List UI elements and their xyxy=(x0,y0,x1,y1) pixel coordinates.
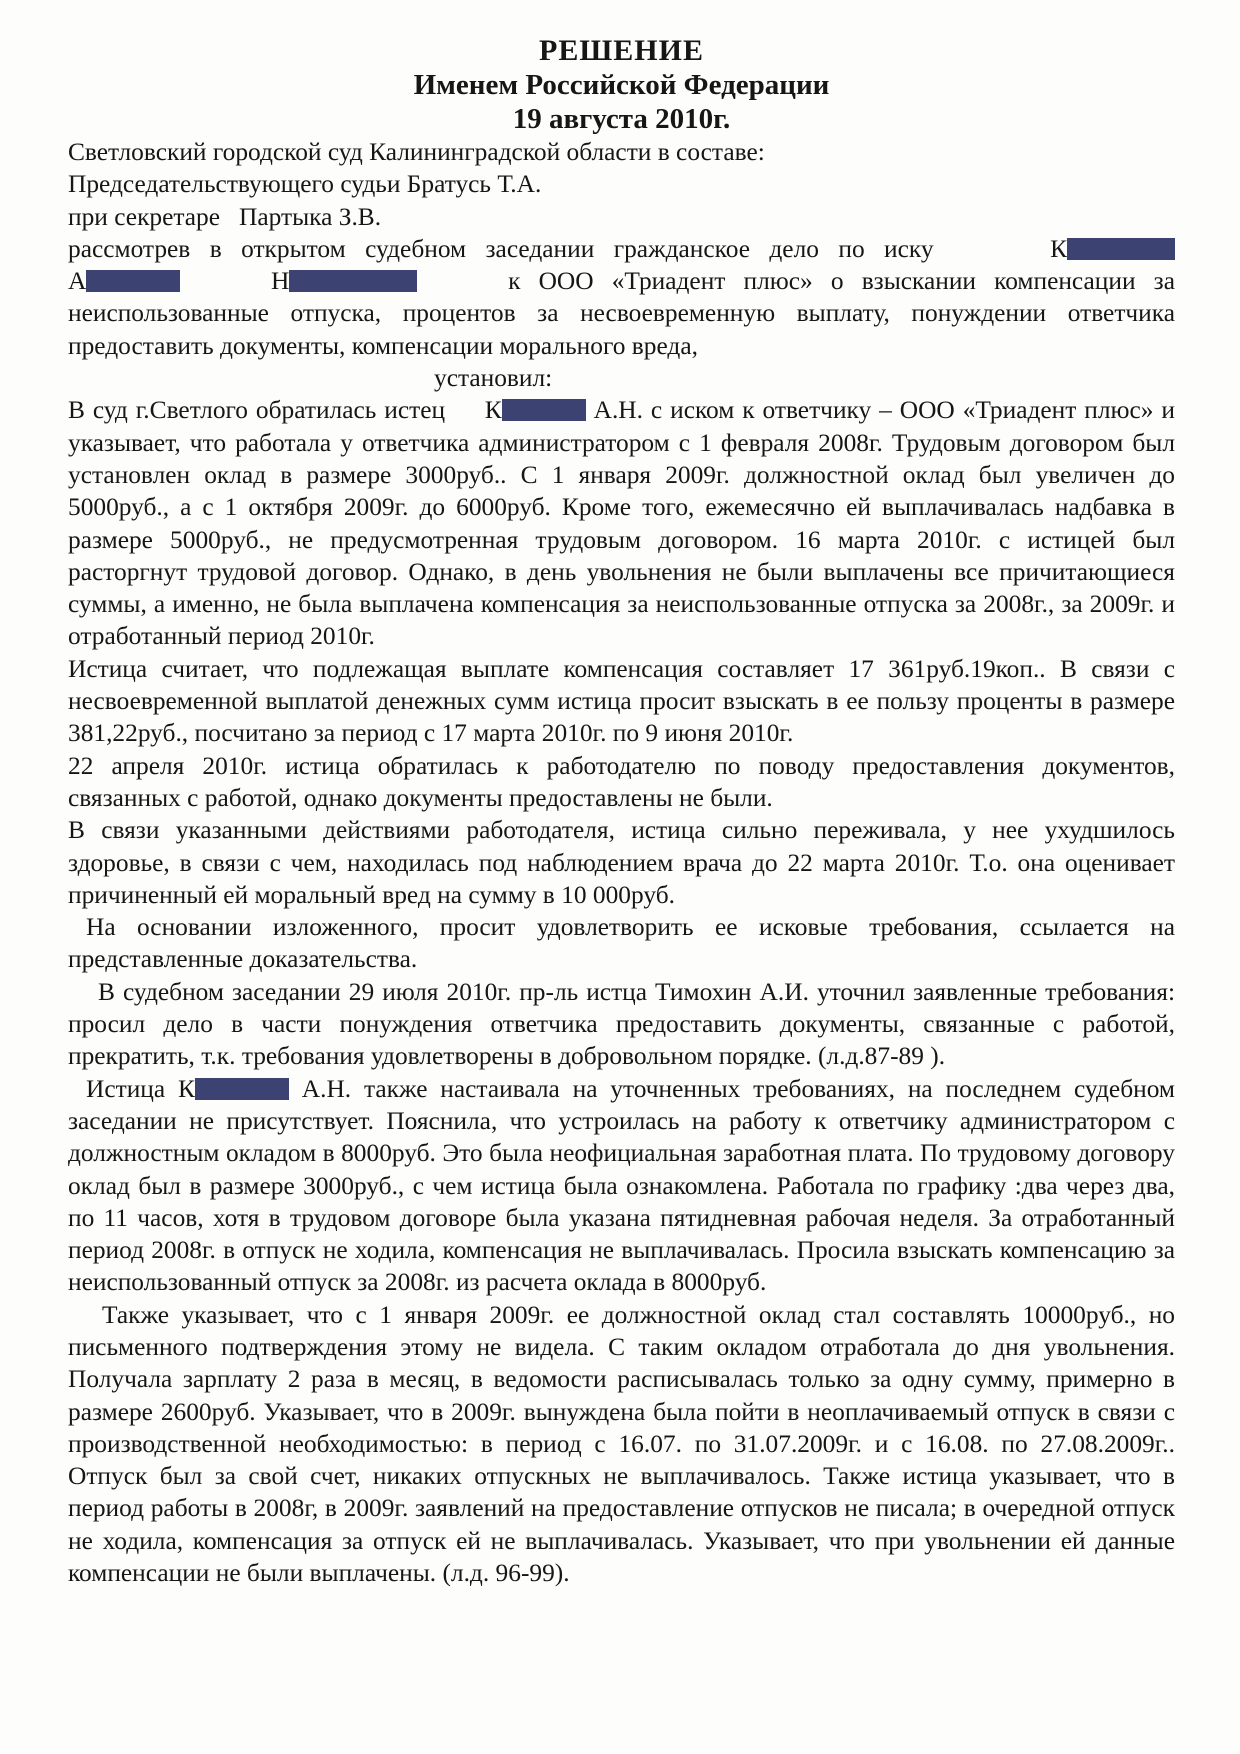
presiding-judge: Председательствующего судьи Братусь Т.А. xyxy=(68,170,542,199)
document-date: 19 августа 2010г. xyxy=(512,103,731,135)
paragraph-compensation: Истица считает, что подлежащая выплате компенсация составляет 17 361руб.19коп.. В связи с несвоевременной выплатой денежных сумм истица просит взыскать в ее пользу проценты в размере 381,22руб., посчитано за период с 17 марта 2010г. по 9 июня 2010г. xyxy=(68,654,1175,748)
paragraph-claim xyxy=(68,394,1175,652)
court-composition: Светловский городской суд Калининградской области в составе: xyxy=(68,138,765,166)
statement-text-start: Истица К xyxy=(86,1074,195,1103)
case-text-start: рассмотрев в открытом судебном заседании гражданское дело по иску xyxy=(68,234,934,263)
redacted-plaintiff-name-3 xyxy=(195,1078,289,1100)
document-heading xyxy=(68,34,1175,136)
document-title: РЕШЕНИЕ xyxy=(539,34,704,67)
document-subtitle: Именем Российской Федерации xyxy=(413,69,830,101)
claim-text-start: В суд г.Светлого обратилась истец xyxy=(68,396,446,425)
paragraph-hearing: В судебном заседании 29 июля 2010г. пр-ль истца Тимохин А.И. уточнил заявленные требования: просил дело в части понуждения ответчика предоставить документы, связанные с работой, прекратить, т.к. требования удовлетворены в добровольном порядке. (л.д.87-89 ). xyxy=(68,977,1175,1071)
case-description xyxy=(68,233,1175,362)
paragraph-request: На основании изложенного, просит удовлетворить ее исковые требования, ссылается на представленные доказательства. xyxy=(68,913,1175,974)
established-heading: установил: xyxy=(434,364,553,393)
paragraph-documents-request: 22 апреля 2010г. истица обратилась к работодателю по поводу предоставления документов, связанных с работой, однако документы предоставлены не были. xyxy=(68,751,1175,812)
case-text-end: к ООО «Триадент плюс» о взыскании компенсации за неиспользованные отпуска, процентов за несвоевременную выплату, понуждении ответчика предоставить документы, компенсации морального вреда, xyxy=(68,267,1175,360)
redacted-plaintiff-surname xyxy=(1067,238,1175,260)
paragraph-plaintiff-statement xyxy=(68,1073,1175,1299)
plaintiff-name-initial: А xyxy=(68,267,87,296)
redacted-plaintiff-patronymic xyxy=(289,270,417,292)
document-body xyxy=(68,34,1175,1589)
statement-text-rest: А.Н. также настаивала на уточненных требованиях, на последнем судебном заседании не присутствует. Пояснила, что устроилась на работу к ответчику администратором с должностным окладом в 8000руб. Это была неофициальная заработная плата. По трудовому договору оклад был в размере 3000руб., с чем истица была ознакомлена. Работала по графику :два через два, по 11 часов, хотя в трудовом договоре была указана пятидневная рабочая неделя. За отработанный период 2008г. в отпуск не ходила, компенсация не выплачивалась. Просила взыскать компенсацию за неиспользованный отпуск за 2008г. из расчета оклада в 8000руб. xyxy=(68,1074,1175,1297)
plaintiff-initial: К xyxy=(484,396,502,425)
plaintiff-patronymic-initial: Н xyxy=(271,267,290,296)
plaintiff-surname-initial: К xyxy=(1050,234,1067,263)
paragraph-moral-damage: В связи указанными действиями работодателя, истица сильно переживала, у нее ухудшилось здоровье, в связи с чем, находилась под наблюдением врача до 22 марта 2010г. Т.о. она оценивает причиненный ей моральный вред на сумму в 10 000руб. xyxy=(68,816,1175,909)
redacted-plaintiff-name-2 xyxy=(502,399,586,421)
paragraph-salary-details: Также указывает, что с 1 января 2009г. ее должностной оклад стал составлять 10000руб., но письменного подтверждения этому не видела. С таким окладом отработала до дня увольнения. Получала зарплату 2 раза в месяц, в ведомости расписывалась только за одну сумму, примерно в размере 2600руб. Указывает, что в 2009г. вынуждена была пойти в неоплачиваемый отпуск в связи с производственной необходимостью: в период с 16.07. по 31.07.2009г. и с 16.08. по 27.08.2009г.. Отпуск был за свой счет, никаких отпускных не выплачивалось. Также истица указывает, что в период работы в 2008г, в 2009г. заявлений на предоставление отпусков не писала; в очередной отпуск не ходила, компенсация за отпуск ей не выплачивалась. Указывает, что при увольнении ей данные компенсации не были выплачены. (л.д. 96-99). xyxy=(68,1300,1175,1588)
court-secretary: при секретаре Партыка З.В. xyxy=(68,202,382,231)
claim-text-rest: А.Н. с иском к ответчику – ООО «Триадент плюс» и указывает, что работала у ответчика администратором с 1 февраля 2008г. Трудовым договором был установлен оклад в размере 3000руб.. С 1 января 2009г. должностной оклад был увеличен до 5000руб., а с 1 октября 2009г. до 6000руб. Кроме того, ежемесячно ей выплачивалась надбавка в размере 5000руб., не предусмотренная трудовым договором. 16 марта 2010г. с истицей был расторгнут трудовой договор. Однако, в день увольнения не были выплачены все причитающиеся суммы, а именно, не была выплачена компенсация за неиспользованные отпуска за 2008г., за 2009г. и отработанный период 2010г. xyxy=(68,396,1176,651)
redacted-plaintiff-name xyxy=(86,270,180,292)
